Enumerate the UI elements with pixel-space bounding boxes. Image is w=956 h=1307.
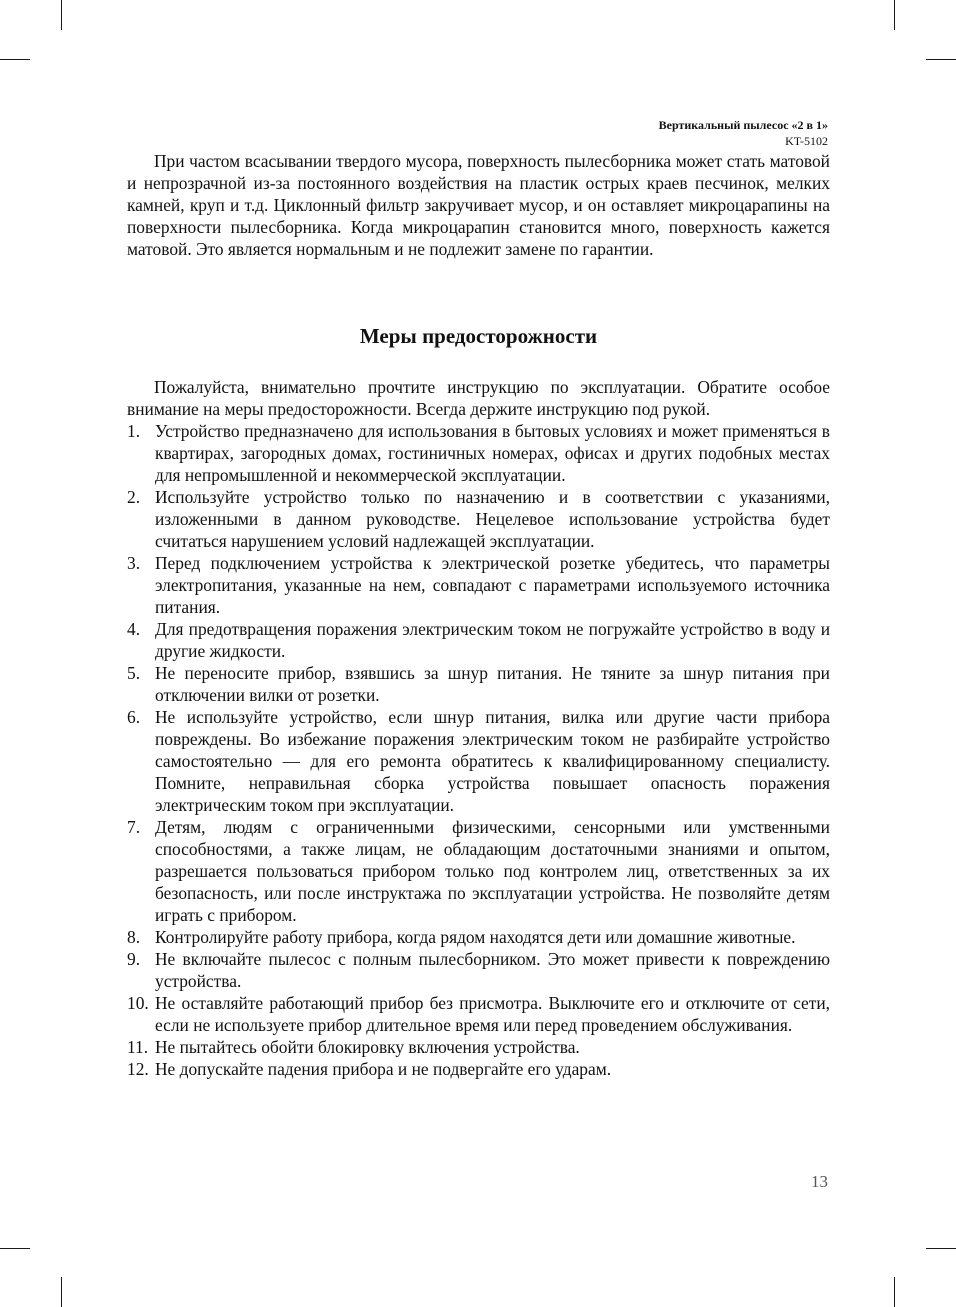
page-number: 13 (811, 1172, 828, 1191)
precautions-list (127, 420, 830, 1080)
list-item-number: 11. (127, 1037, 149, 1057)
list-item-text: Используйте устройство только по назначению и в соответствии с указаниями, изложенными в данном руководстве. Нецелевое использование устройства будет считаться нарушением условий надлежащей эксплуатации. (155, 487, 830, 551)
crop-mark-bottom-left-h (0, 1248, 30, 1249)
list-item (127, 420, 830, 486)
list-item-number: 8. (127, 927, 141, 947)
list-item-number: 5. (127, 663, 141, 683)
running-header (659, 117, 828, 149)
list-item (127, 1058, 830, 1080)
list-item (127, 948, 830, 992)
list-item-text: Не оставляйте работающий прибор без присмотра. Выключите его и отключите от сети, если не используете прибор длительное время или перед проведением обслуживания. (155, 993, 830, 1035)
list-item-number: 10. (127, 993, 149, 1013)
crop-mark-top-right (894, 0, 895, 30)
header-model: KT-5102 (785, 134, 828, 148)
list-item-text: Не переносите прибор, взявшись за шнур питания. Не тяните за шнур питания при отключении вилки от розетки. (155, 663, 830, 705)
list-item (127, 1036, 830, 1058)
list-item (127, 816, 830, 926)
list-item-number: 3. (127, 553, 141, 573)
crop-mark-bottom-right (894, 1277, 895, 1307)
list-item (127, 706, 830, 816)
page-content (127, 150, 830, 1080)
list-item-number: 12. (127, 1059, 149, 1079)
list-item-text: Не используйте устройство, если шнур питания, вилка или другие части прибора повреждены. Во избежание поражения электрическим током не разбирайте устройство самостоятельно — для его ремонта обратитесь к квалифицированному специалисту. Помните, неправильная сборка устройства повышает опасность поражения электрическим током при эксплуатации. (155, 707, 830, 815)
list-item-text: Для предотвращения поражения электрическим током не погружайте устройство в воду и другие жидкости. (155, 619, 830, 661)
list-item-number: 6. (127, 707, 141, 727)
list-item-text: Устройство предназначено для использования в бытовых условиях и может применяться в квартирах, загородных домах, гостиничных номерах, офисах и других подобных местах для непромышленной и некоммерческой эксплуатации. (155, 421, 830, 485)
crop-mark-bottom-left (61, 1277, 62, 1307)
list-item (127, 552, 830, 618)
list-item (127, 926, 830, 948)
list-item (127, 992, 830, 1036)
list-item-text: Контролируйте работу прибора, когда рядом находятся дети или домашние животные. (155, 927, 796, 947)
list-item-number: 7. (127, 817, 141, 837)
list-item (127, 662, 830, 706)
header-title: Вертикальный пылесос «2 в 1» (658, 118, 828, 132)
list-item-text: Детям, людям с ограниченными физическими, сенсорными или умственными способностями, а также лицам, не обладающим достаточными знаниями и опытом, разрешается пользоваться прибором только под контролем лиц, ответственных за их безопасность, или после инструктажа по эксплуатации устройства. Не позволяйте детям играть с прибором. (155, 817, 830, 925)
crop-mark-top-left-h (0, 59, 30, 60)
list-item-text: Не включайте пылесос с полным пылесборником. Это может привести к повреждению устройства. (155, 949, 830, 991)
section-intro: Пожалуйста, внимательно прочтите инструкцию по эксплуатации. Обратите особое внимание на меры предосторожности. Всегда держите инструкцию под рукой. (127, 377, 830, 419)
list-item (127, 486, 830, 552)
crop-mark-bottom-right-h (926, 1248, 956, 1249)
list-item-number: 1. (127, 421, 141, 441)
list-item-text: Не пытайтесь обойти блокировку включения устройства. (155, 1037, 580, 1057)
list-item (127, 618, 830, 662)
list-item-number: 4. (127, 619, 141, 639)
crop-mark-top-right-h (926, 59, 956, 60)
intro-paragraph: При частом всасывании твердого мусора, поверхность пылесборника может стать матовой и непрозрачной из-за постоянного воздействия на пластик острых краев песчинок, мелких камней, круп и т.д. Циклонный фильтр закручивает мусор, и он оставляет микроцарапины на поверхности пылесборника. Когда микроцарапин становится много, поверхность кажется матовой. Это является нормальным и не подлежит замене по гарантии. (127, 151, 830, 259)
list-item-number: 9. (127, 949, 141, 969)
list-item-text: Не допускайте падения прибора и не подвергайте его ударам. (155, 1059, 612, 1079)
list-item-text: Перед подключением устройства к электрической розетке убедитесь, что параметры электропитания, указанные на нем, совпадают с параметрами используемого источника питания. (155, 553, 830, 617)
list-item-number: 2. (127, 487, 141, 507)
section-heading: Меры предосторожности (359, 324, 598, 348)
crop-mark-top-left (61, 0, 62, 30)
